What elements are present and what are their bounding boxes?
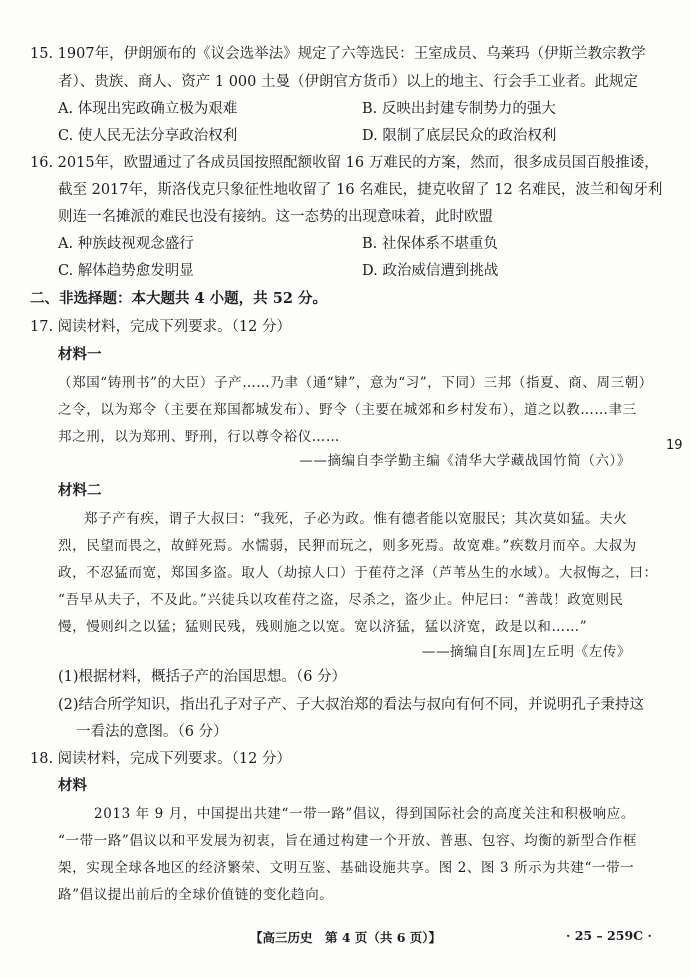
q17-material-2-line-2: 烈，民望而畏之，故鲜死焉。水懦弱，民狎而玩之，则多死焉。故宽难。”疾数月而卒。大叔为 bbox=[58, 538, 637, 554]
q16-stem-line-2: 截至 2017年，斯洛伐克只象征性地收留了 16 名难民，捷克收留了 12 名难民，波兰和匈牙利 bbox=[58, 182, 663, 198]
q17-material-1-line-2: 之令，以为郑令（主要在郑国都城发布）、野令（主要在城郊和乡村发布），道之以教……聿三 bbox=[58, 402, 637, 418]
q15-option-a: A. 体现出宪政确立极为艰难 bbox=[58, 101, 238, 117]
q15-stem-line-1: 15. 1907年，伊朗颁布的《议会选举法》规定了六等选民：王室成员、乌莱玛（伊斯兰教宗教学 bbox=[30, 46, 646, 62]
q18-material-title: 材料 bbox=[58, 777, 87, 794]
q15-option-c: C. 使人民无法分享政治权利 bbox=[58, 128, 238, 144]
q17-material-2-title: 材料二 bbox=[58, 482, 102, 499]
q15-option-b: B. 反映出封建专制势力的强大 bbox=[362, 101, 556, 117]
q18-material-line-1: 2013 年 9 月，中国提出共建“一带一路”倡议，得到国际社会的高度关注和积极响应。 bbox=[94, 806, 635, 822]
q17-material-2-line-4: “吾早从夫子，不及此。”兴徒兵以攻萑苻之盗，尽杀之，盗少止。仲尼曰：“善哉！政宽则民 bbox=[58, 592, 624, 608]
page-footer: 【高三历史 第 4 页（共 6 页）】 bbox=[250, 930, 442, 945]
q15-stem-line-2: 者）、贵族、商人、资产 1 000 土曼（伊朗官方货币）以上的地主、行会手工业者。此规定 bbox=[58, 74, 638, 90]
q17-requirement-1: (1)根据材料，概括子产的治国思想。（6 分） bbox=[58, 669, 347, 685]
q18-material-line-2: “一带一路”倡议以和平发展为初衷，旨在通过构建一个开放、普惠、包容、均衡的新型合作框 bbox=[58, 833, 638, 849]
q17-material-1-title: 材料一 bbox=[58, 346, 102, 363]
q17-stem: 17. 阅读材料，完成下列要求。（12 分） bbox=[30, 319, 291, 335]
q17-material-1-source: ——摘编自李学勤主编《清华大学藏战国竹简（六）》 bbox=[299, 453, 631, 469]
q17-material-2-line-1: 郑子产有疾，谓子大叔曰：“我死，子必为政。惟有德者能以宽服民；其次莫如猛。夫火 bbox=[84, 511, 628, 527]
q17-requirement-2-line-2: 一看法的意图。（6 分） bbox=[76, 724, 228, 740]
q17-material-2-line-5: 慢，慢则纠之以猛；猛则民残，残则施之以宽。宽以济猛，猛以济宽，政是以和……” bbox=[58, 619, 588, 635]
q16-option-a: A. 种族歧视观念盛行 bbox=[58, 236, 194, 252]
q17-requirement-2-line-1: (2)结合所学知识，指出孔子对子产、子大叔治郑的看法与叔向有何不同，并说明孔子秉持这 bbox=[58, 697, 645, 713]
q16-option-d: D. 政治威信遭到挑战 bbox=[362, 263, 499, 279]
q16-option-b: B. 社保体系不堪重负 bbox=[362, 236, 498, 252]
margin-number: 19 bbox=[666, 438, 683, 453]
q15-option-d: D. 限制了底层民众的政治权利 bbox=[362, 128, 557, 144]
q17-material-2-line-3: 政，不忍猛而宽，郑国多盗。取人（劫掠人口）于萑苻之泽（芦苇丛生的水域）。大叔悔之，曰： bbox=[58, 565, 658, 581]
q17-material-1-line-1: （郑国“铸刑书”的大臣）子产……乃聿（通“肄”，意为“习”，下同）三邦（指夏、商、周三朝） bbox=[58, 375, 653, 391]
q16-option-c: C. 解体趋势愈发明显 bbox=[58, 263, 194, 279]
section-heading: 二、非选择题：本大题共 4 小题，共 52 分。 bbox=[30, 290, 327, 307]
q16-stem-line-1: 16. 2015年，欧盟通过了各成员国按照配额收留 16 万难民的方案，然而，很多成员国百般推诿， bbox=[30, 155, 659, 171]
q17-material-2-source: ——摘编自[东周]左丘明《左传》 bbox=[421, 644, 631, 660]
q18-material-line-3: 架，实现全球各地区的经济繁荣、文明互鉴、基础设施共享。图 2、图 3 所示为共建“一带一 bbox=[58, 860, 635, 876]
q17-material-1-line-3: 邦之刑，以为郑刑、野刑，行以尊令裕仪…… bbox=[58, 429, 340, 445]
q16-stem-line-3: 则连一名摊派的难民也没有接纳。这一态势的出现意味着，此时欧盟 bbox=[58, 209, 493, 225]
q18-material-line-4: 路”倡议提出前后的全球价值链的变化趋向。 bbox=[58, 887, 334, 903]
q18-stem: 18. 阅读材料，完成下列要求。（12 分） bbox=[30, 751, 291, 767]
paper-code: · 25 – 259C · bbox=[566, 928, 652, 943]
